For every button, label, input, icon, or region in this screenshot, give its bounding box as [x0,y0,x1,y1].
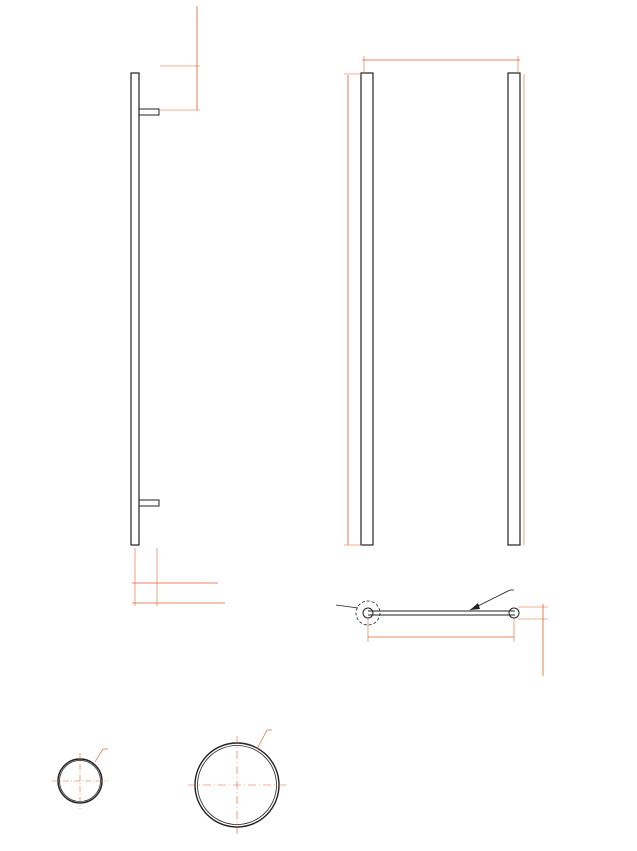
side-bracket-top [139,109,159,115]
side-wall-bar [131,73,139,545]
section-a-leader [95,749,103,762]
top-upright-left [363,608,373,618]
b-section-leader [336,605,358,608]
section-b [188,730,286,834]
front-left-upright [361,73,373,545]
side-view [131,6,225,606]
section-b-leader [257,730,267,749]
top-view [336,590,548,676]
section-a [52,749,108,809]
front-view [344,56,524,545]
top-upright-right [509,608,519,618]
a-section-leader-arrow [470,603,480,610]
side-bracket-bottom [139,500,159,506]
front-right-upright [508,73,520,545]
